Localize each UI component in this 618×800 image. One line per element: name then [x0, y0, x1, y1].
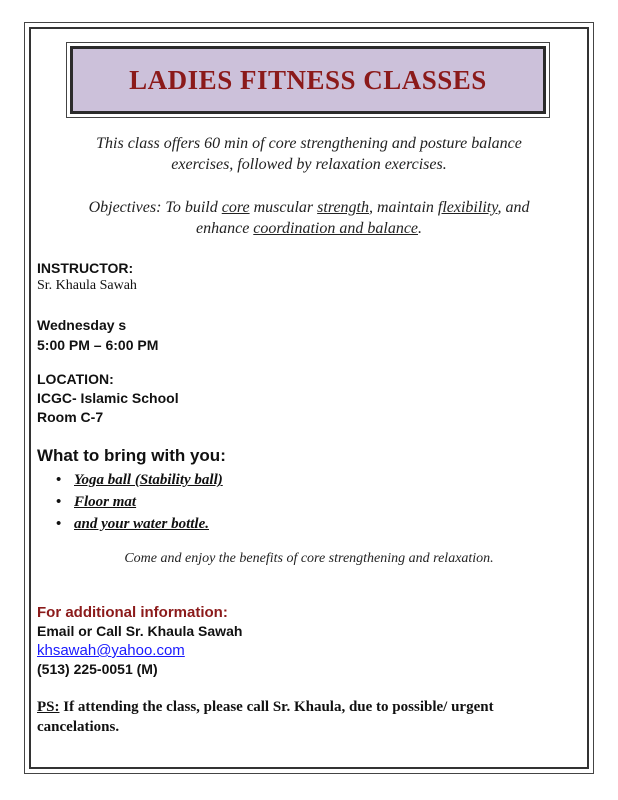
ps-note: [37, 697, 577, 737]
instructor-name: Sr. Khaula Sawah: [37, 278, 137, 293]
objectives-lead: Objectives: To build: [88, 199, 218, 216]
bullet-icon: •: [56, 516, 62, 532]
location-place: ICGC- Islamic School: [37, 390, 179, 406]
objectives-text-muscular: muscular: [249, 199, 318, 216]
closing-line: Come and enjoy the benefits of core strengthening and relaxation.: [124, 551, 494, 566]
objectives-line-2: [40, 218, 578, 239]
intro-line-2: exercises, followed by relaxation exercises.: [171, 156, 447, 173]
location-room: Room C-7: [37, 409, 104, 425]
contact-email-row: [37, 641, 242, 660]
bring-item-yoga-ball: [54, 469, 223, 491]
ps-line-2: cancelations.: [37, 719, 120, 735]
contact-line: Email or Call Sr. Khaula Sawah: [37, 623, 243, 639]
objectives-period: .: [418, 220, 423, 237]
bring-item-label: and your water bottle.: [74, 516, 210, 532]
objective-coordination: coordination and balance: [253, 220, 419, 237]
location-section: [37, 370, 179, 427]
objective-flexibility: flexibility: [437, 199, 498, 216]
bring-item-floor-mat: [54, 491, 223, 513]
ps-text: If attending the class, please call Sr. Khaula, due to possible/ urgent: [59, 699, 494, 715]
bring-list: [54, 469, 223, 535]
objectives-text-maintain: , maintain: [369, 199, 438, 216]
title-banner-fill: [70, 46, 546, 114]
schedule-time: 5:00 PM – 6:00 PM: [37, 337, 159, 353]
page-title: LADIES FITNESS CLASSES: [129, 64, 487, 95]
bullet-icon: •: [56, 494, 62, 510]
objective-strength: strength: [317, 199, 369, 216]
instructor-section: [37, 259, 137, 295]
ps-line-1: [37, 697, 577, 717]
objectives-text-enhance: enhance: [195, 220, 254, 237]
contact-section: [37, 603, 242, 679]
schedule-section: [37, 315, 158, 355]
bring-heading: What to bring with you:: [37, 446, 226, 465]
contact-phone: (513) 225-0051 (M): [37, 661, 158, 677]
contact-heading: For additional information:: [37, 604, 228, 621]
objectives-text-and: , and: [497, 199, 530, 216]
intro-paragraph: [40, 133, 578, 175]
location-label: LOCATION:: [37, 371, 114, 387]
instructor-label: INSTRUCTOR:: [37, 260, 134, 276]
bring-item-water-bottle: [54, 513, 223, 535]
schedule-day: Wednesday s: [37, 317, 127, 333]
objectives-paragraph: [40, 197, 578, 239]
objective-core: core: [221, 199, 250, 216]
title-banner: [66, 42, 550, 118]
objectives-line-1: [40, 197, 578, 218]
intro-line-1: This class offers 60 min of core strengthening and posture balance: [96, 135, 522, 152]
bring-item-label: Floor mat: [74, 494, 137, 510]
bullet-icon: •: [56, 472, 62, 488]
ps-label: PS:: [37, 699, 60, 715]
email-link[interactable]: khsawah@yahoo.com: [37, 642, 185, 659]
bring-item-label: Yoga ball (Stability ball): [74, 472, 223, 488]
